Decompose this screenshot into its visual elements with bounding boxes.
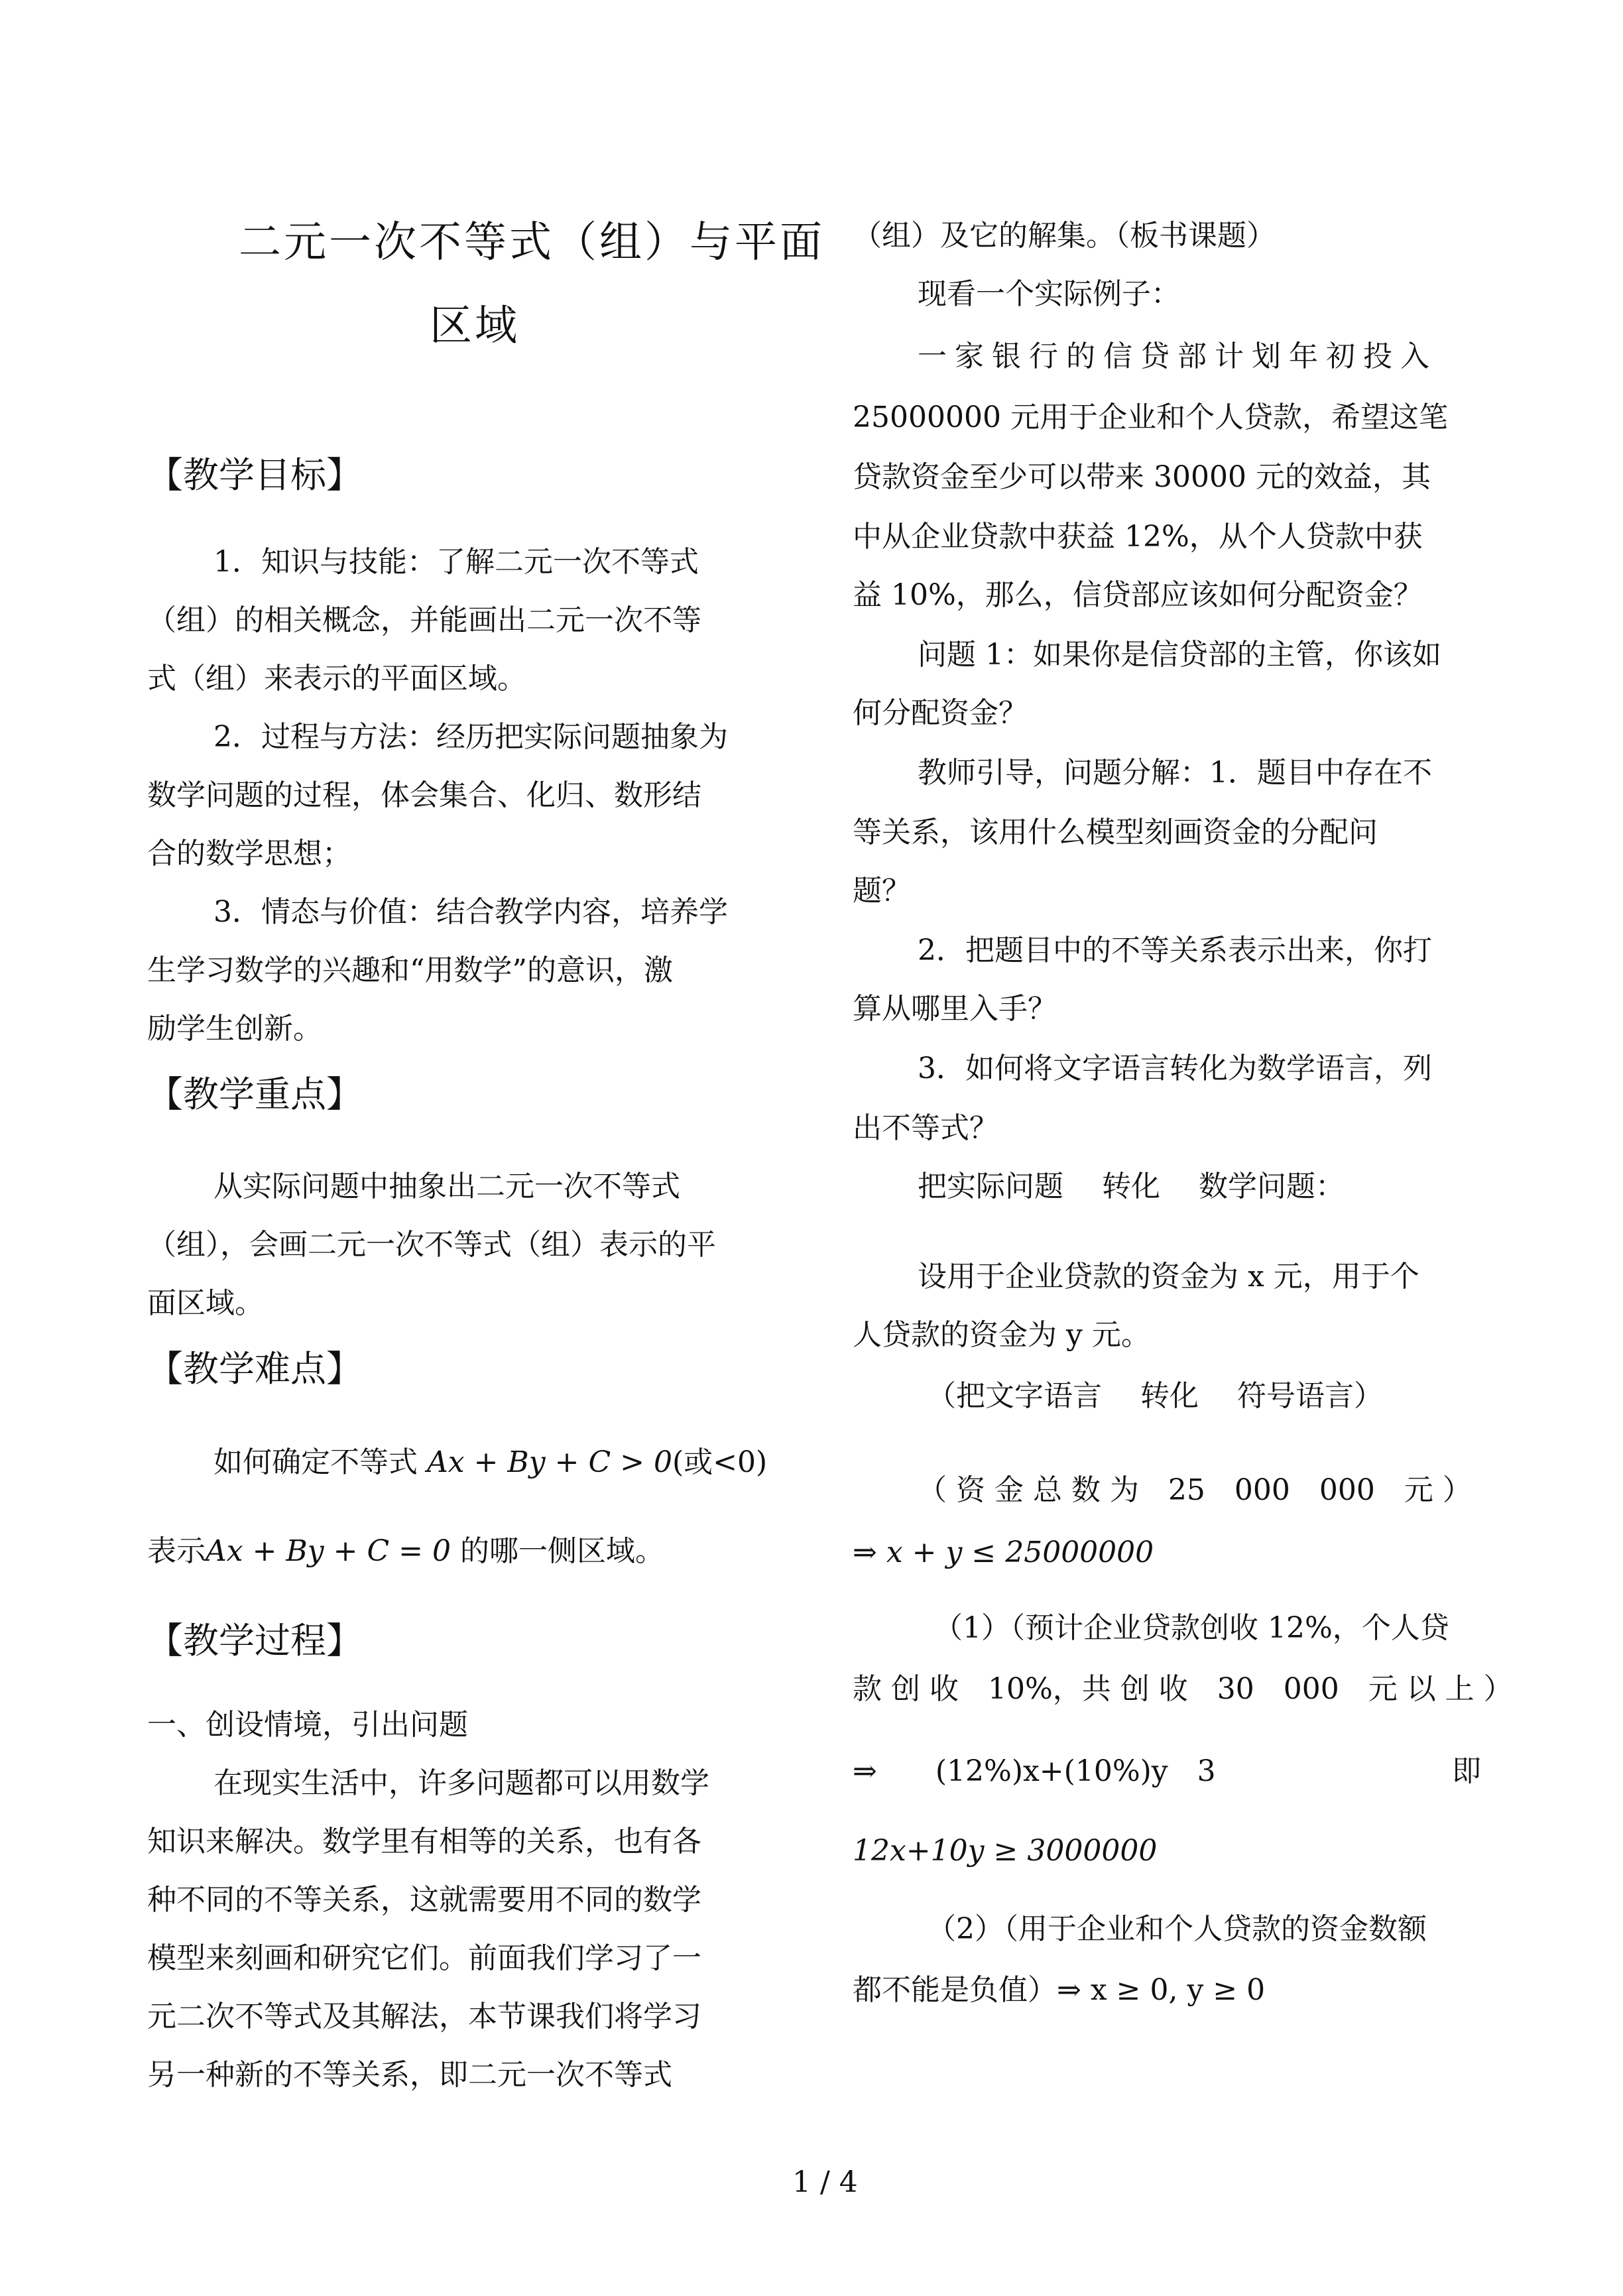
right-line-11: 等关系，该用什么模型刻画资金的分配问 bbox=[853, 816, 1378, 849]
process-para-line3: 种不同的不等关系，这就需要用不同的数学 bbox=[147, 1883, 701, 1917]
right-line-17: 把实际问题 转化 数学问题： bbox=[918, 1170, 1345, 1203]
right-line-7: 益 10%，那么，信贷部应该如何分配资金？ bbox=[853, 578, 1423, 612]
right-line-6: 中从企业贷款中获益 12%，从个人贷款中获 bbox=[853, 520, 1423, 554]
difficulty-a-text: 如何确定不等式 bbox=[213, 1445, 418, 1479]
difficulty-b-tail: 的哪一侧区域。 bbox=[459, 1534, 664, 1568]
difficulty-b-formula: Ax + By + C = 0 bbox=[206, 1534, 451, 1568]
inequality-profit: ⇒ (12%)x+(10%)y 3 bbox=[853, 1754, 1216, 1788]
process-para-line5: 元二次不等式及其解法，本节课我们将学习 bbox=[147, 2000, 701, 2033]
difficulty-line-b bbox=[147, 1532, 664, 1571]
right-line-10: 教师引导，问题分解：1．题目中存在不 bbox=[918, 756, 1432, 790]
obj2-line-c: 合的数学思想； bbox=[147, 837, 351, 871]
obj1-line-a: 1．知识与技能：了解二元一次不等式 bbox=[213, 545, 699, 579]
right-line-20: （把文字语言 转化 符号语言） bbox=[927, 1379, 1383, 1413]
right-line-27: （2）（用于企业和个人贷款的资金数额 bbox=[927, 1912, 1427, 1946]
right-line-16: 出不等式？ bbox=[853, 1111, 998, 1145]
process-para-line6: 另一种新的不等关系，即二元一次不等式 bbox=[147, 2058, 672, 2092]
right-line-1: （组）及它的解集。（板书课题） bbox=[853, 219, 1276, 253]
obj1-line-b: （组）的相关概念，并能画出二元一次不等 bbox=[147, 603, 701, 637]
difficulty-line-a bbox=[213, 1443, 767, 1482]
right-line-3: 一家银行的信贷部计划年初投入 bbox=[918, 339, 1437, 373]
obj2-line-a: 2．过程与方法：经历把实际问题抽象为 bbox=[213, 720, 728, 754]
right-line-23: （1）（预计企业贷款创收 12%，个人贷 bbox=[933, 1611, 1449, 1645]
right-line-14: 算从哪里入手？ bbox=[853, 992, 1057, 1026]
right-line-13: 2．把题目中的不等关系表示出来，你打 bbox=[918, 934, 1432, 967]
process-para-line2: 知识来解决。数学里有相等的关系，也有各 bbox=[147, 1825, 701, 1858]
right-line-8: 问题 1：如果你是信贷部的主管，你该如 bbox=[918, 638, 1441, 672]
right-line-15: 3．如何将文字语言转化为数学语言，列 bbox=[918, 1052, 1432, 1085]
key-line-c: 面区域。 bbox=[147, 1286, 264, 1320]
key-line-b: （组），会画二元一次不等式（组）表示的平 bbox=[147, 1228, 716, 1262]
page-number: 1 / 4 bbox=[792, 2165, 858, 2199]
obj1-line-c: 式（组）来表示的平面区域。 bbox=[147, 662, 526, 695]
obj3-line-c: 励学生创新。 bbox=[147, 1012, 322, 1046]
difficulty-heading: 【教学难点】 bbox=[147, 1348, 362, 1390]
difficulty-b-text: 表示 bbox=[147, 1534, 206, 1568]
inequality-profit-simplified: 12x+10y ≥ 3000000 bbox=[853, 1834, 1158, 1868]
right-line-24: 款 创 收 10%，共 创 收 30 000 元 以 上 ） bbox=[853, 1672, 1513, 1706]
difficulty-a-tail: (或<0) bbox=[672, 1445, 768, 1479]
right-line-19: 人贷款的资金为 y 元。 bbox=[853, 1318, 1150, 1352]
right-line-25-tail: 即 bbox=[1452, 1754, 1481, 1788]
right-line-9: 何分配资金？ bbox=[853, 696, 1028, 730]
right-line-2: 现看一个实际例子： bbox=[918, 277, 1180, 311]
process-subheading: 一、创设情境，引出问题 bbox=[147, 1708, 468, 1742]
process-para-line4: 模型来刻画和研究它们。前面我们学习了一 bbox=[147, 1941, 701, 1975]
title-line2: 区域 bbox=[430, 302, 520, 351]
obj3-line-a: 3．情态与价值：结合教学内容，培养学 bbox=[213, 895, 728, 929]
inequality-total: ⇒ x + y ≤ 25000000 bbox=[853, 1536, 1154, 1569]
key-line-a: 从实际问题中抽象出二元一次不等式 bbox=[213, 1170, 680, 1203]
key-heading: 【教学重点】 bbox=[147, 1073, 362, 1115]
right-line-21: （ 资 金 总 数 为 25 000 000 元 ） bbox=[918, 1473, 1472, 1507]
inequality-nonnegative: 都不能是负值）⇒ x ≥ 0, y ≥ 0 bbox=[853, 1973, 1266, 2007]
obj3-line-b: 生学习数学的兴趣和“用数学”的意识，激 bbox=[147, 953, 673, 987]
right-line-5: 贷款资金至少可以带来 30000 元的效益，其 bbox=[853, 460, 1431, 494]
difficulty-a-formula: Ax + By + C > 0 bbox=[427, 1445, 672, 1479]
right-line-12: 题？ bbox=[853, 874, 911, 908]
process-heading: 【教学过程】 bbox=[147, 1620, 362, 1662]
right-line-4: 25000000 元用于企业和个人贷款，希望这笔 bbox=[853, 400, 1448, 434]
objectives-heading: 【教学目标】 bbox=[147, 454, 362, 496]
right-line-18: 设用于企业贷款的资金为 x 元，用于个 bbox=[918, 1260, 1419, 1294]
process-para-line1: 在现实生活中，许多问题都可以用数学 bbox=[213, 1766, 709, 1800]
obj2-line-b: 数学问题的过程，体会集合、化归、数形结 bbox=[147, 778, 701, 812]
title-line1: 二元一次不等式（组）与平面 bbox=[239, 218, 825, 267]
